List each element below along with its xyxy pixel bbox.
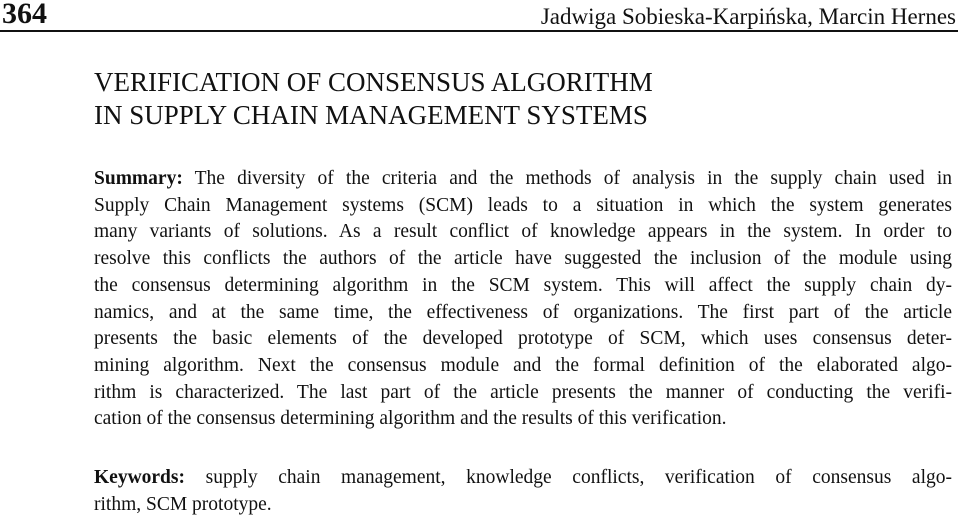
keywords-line: rithm, SCM prototype.	[94, 493, 272, 515]
title-line: VERIFICATION OF CONSENSUS ALGORITHM	[94, 67, 653, 97]
summary-line: rithm is characterized. The last part of the article presents the manner of conducting the verifi-	[94, 381, 952, 403]
page-number: 364	[2, 0, 47, 30]
keywords-paragraph	[94, 465, 952, 518]
summary-line: Supply Chain Management systems (SCM) leads to a situation in which the system generates	[94, 194, 952, 216]
running-head-authors: Jadwiga Sobieska-Karpińska, Marcin Hernes	[540, 4, 956, 29]
summary-line	[94, 166, 952, 193]
paper-title	[94, 66, 934, 132]
keywords-line-text: supply chain management, knowledge conflicts, verification of consensus algo-	[205, 467, 953, 488]
summary-line: mining algorithm. Next the consensus module and the formal definition of the elaborated algo-	[94, 354, 952, 376]
summary-line: cation of the consensus determining algorithm and the results of this verification.	[94, 408, 727, 430]
summary-paragraph	[94, 166, 952, 433]
summary-line: many variants of solutions. As a result conflict of knowledge appears in the system. In order to	[94, 221, 952, 243]
summary-line: resolve this conflicts the authors of the article have suggested the inclusion of the module using	[94, 248, 952, 270]
summary-line: the consensus determining algorithm in the SCM system. This will affect the supply chain dy-	[94, 274, 952, 296]
running-head	[0, 0, 958, 32]
title-line: IN SUPPLY CHAIN MANAGEMENT SYSTEMS	[94, 100, 648, 130]
keywords-line	[94, 465, 952, 492]
summary-line-text: The diversity of the criteria and the methods of analysis in the supply chain used in	[194, 168, 952, 189]
summary-line: presents the basic elements of the developed prototype of SCM, which uses consensus deter-	[94, 328, 952, 350]
summary-label: Summary:	[94, 168, 183, 189]
summary-line: namics, and at the same time, the effectiveness of organizations. The first part of the article	[94, 301, 952, 323]
keywords-label: Keywords:	[94, 467, 185, 488]
